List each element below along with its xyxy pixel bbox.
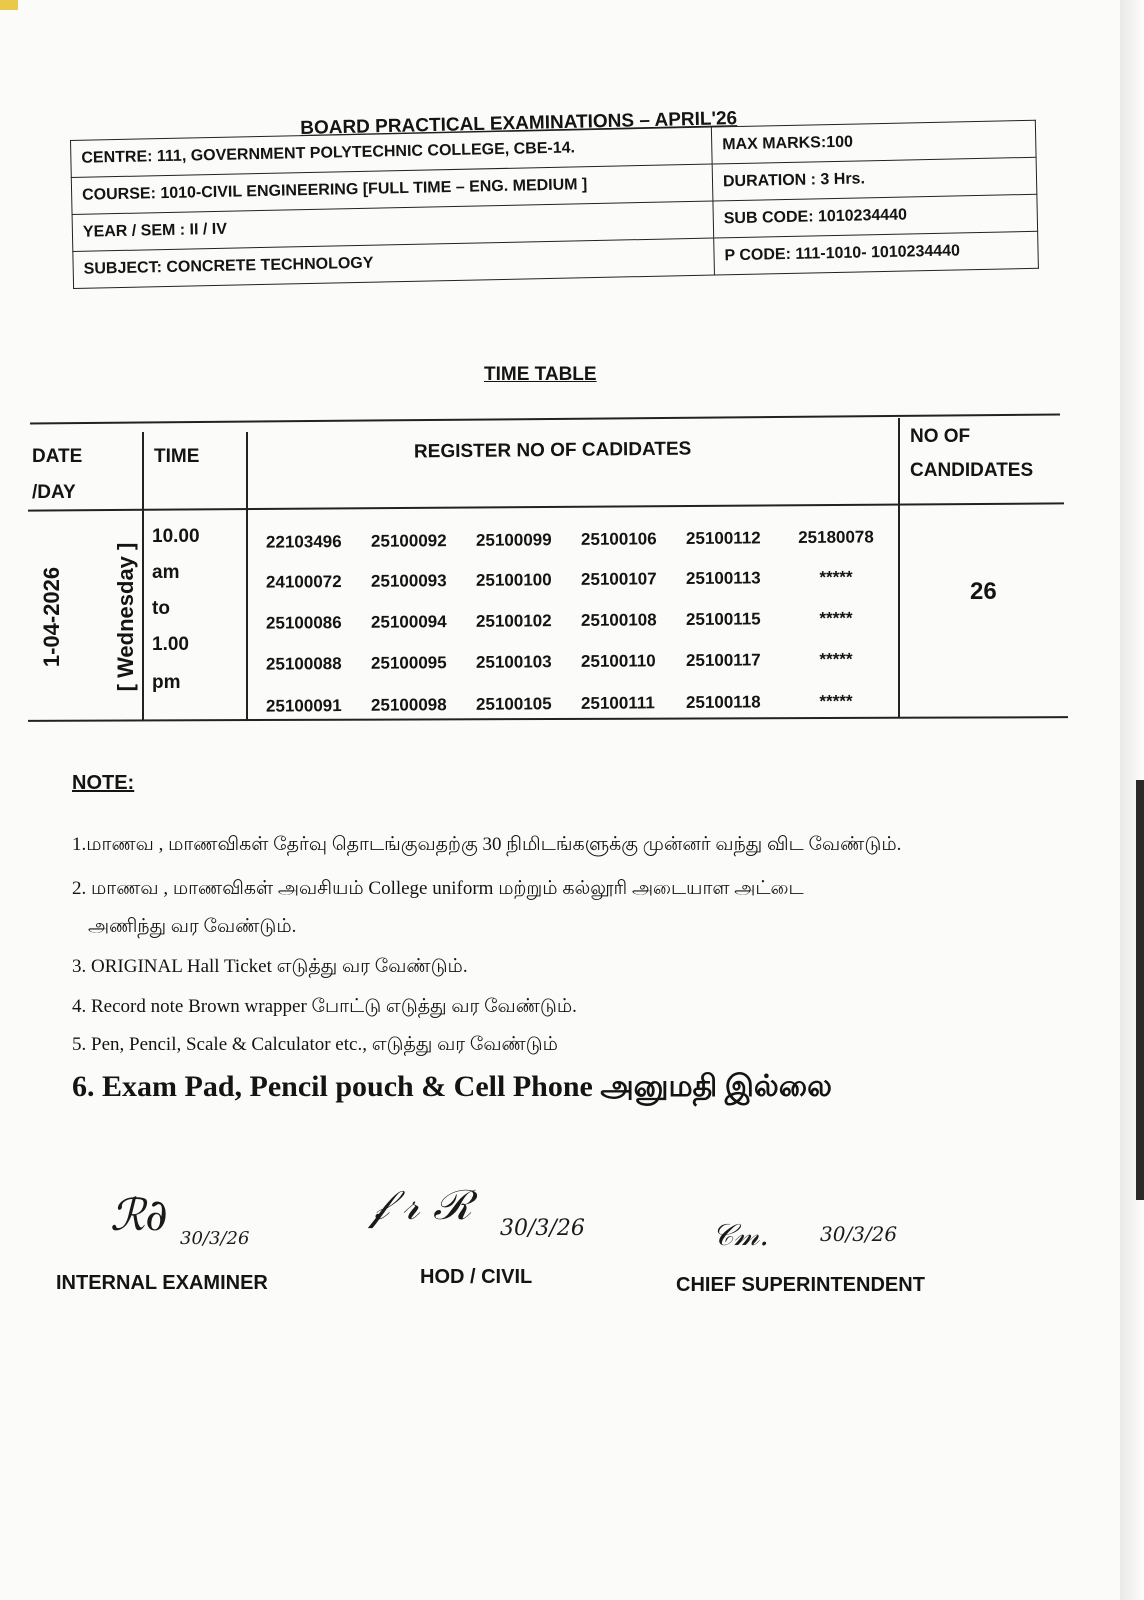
register-no: 24100072 xyxy=(265,572,342,592)
register-no: 25100118 xyxy=(685,692,761,713)
header-day: /DAY xyxy=(32,482,76,503)
note-heading: NOTE: xyxy=(72,772,135,794)
time-line: pm xyxy=(152,672,181,693)
note-item: 4. Record note Brown wrapper போட்டு எடுத்து வர வேண்டும். xyxy=(72,996,577,1017)
register-no: 25100105 xyxy=(475,694,552,714)
register-no: 25100086 xyxy=(265,613,342,633)
register-no: 25100094 xyxy=(370,612,447,632)
hod-sign-date: 30/3/26 xyxy=(500,1216,585,1241)
register-no: 25100095 xyxy=(370,653,447,673)
year-sem-cell: YEAR / SEM : II / IV xyxy=(72,201,714,251)
register-no: 25100102 xyxy=(475,611,552,631)
table-col-divider xyxy=(898,418,900,718)
register-placeholder: ***** xyxy=(819,691,853,711)
exam-info-table xyxy=(70,120,1039,289)
candidate-count: 26 xyxy=(970,578,997,605)
timetable-title: TIME TABLE xyxy=(484,364,597,385)
register-no: 25100108 xyxy=(580,610,657,630)
register-no: 25100099 xyxy=(475,530,552,550)
register-no: 25100106 xyxy=(580,529,657,549)
register-placeholder: ***** xyxy=(819,567,853,587)
register-no: 25100107 xyxy=(580,569,657,589)
note-item: 1.மாணவ , மாணவிகள் தேர்வு தொடங்குவதற்கு 30 நிமிடங்களுக்கு முன்னர் வந்து விட வேண்டும். xyxy=(72,834,902,855)
register-no: 25100091 xyxy=(265,696,342,716)
chief-superintendent-label: CHIEF SUPERINTENDENT xyxy=(676,1274,925,1296)
register-no: 25100112 xyxy=(685,528,761,549)
chief-signature: 𝒞𝓂. xyxy=(712,1218,769,1253)
note-item: 3. ORIGINAL Hall Ticket எடுத்து வர வேண்டும். xyxy=(72,956,468,977)
register-no: 22103496 xyxy=(265,532,342,552)
register-no: 25100110 xyxy=(580,651,656,671)
header-candidates: CANDIDATES xyxy=(910,460,1034,481)
hod-signature: 𝒻 𝓇 ℛ xyxy=(370,1180,473,1229)
register-no: 25100115 xyxy=(685,609,761,630)
time-line: to xyxy=(152,598,170,619)
max-marks-cell: MAX MARKS:100 xyxy=(711,120,1036,164)
note-item-emphasis: 6. Exam Pad, Pencil pouch & Cell Phone அனுமதி இல்லை xyxy=(72,1070,833,1103)
note-item: 2. மாணவ , மாணவிகள் அவசியம் College uniform மற்றும் கல்லூரி அடையாள அட்டை xyxy=(72,878,804,899)
register-no: 25100098 xyxy=(370,695,447,715)
table-col-divider xyxy=(246,432,248,720)
time-line: am xyxy=(152,562,180,583)
duration-cell: DURATION : 3 Hrs. xyxy=(712,157,1037,201)
register-no: 25100093 xyxy=(370,571,447,591)
register-no: 25100092 xyxy=(370,531,447,551)
background-edge xyxy=(1136,780,1144,1200)
register-no: 25100113 xyxy=(685,568,761,589)
time-line: 1.00 xyxy=(152,634,189,655)
subject-cell: SUBJECT: CONCRETE TECHNOLOGY xyxy=(73,238,715,288)
p-code-cell: P CODE: 111-1010- 1010234440 xyxy=(714,231,1039,275)
exam-day: [ Wednesday ] xyxy=(113,542,138,692)
register-no: 25100103 xyxy=(475,652,552,672)
register-no: 25100111 xyxy=(580,693,655,713)
course-cell: COURSE: 1010-CIVIL ENGINEERING [FULL TIME – ENG. MEDIUM ] xyxy=(71,164,713,214)
register-placeholder: ***** xyxy=(819,649,853,669)
note-item-continuation: அணிந்து வர வேண்டும். xyxy=(88,916,297,937)
register-no: 25100088 xyxy=(265,654,342,674)
centre-cell: CENTRE: 111, GOVERNMENT POLYTECHNIC COLLEGE, CBE-14. xyxy=(71,127,713,177)
chief-sign-date: 30/3/26 xyxy=(820,1222,898,1246)
internal-examiner-label: INTERNAL EXAMINER xyxy=(56,1272,268,1294)
header-register-no: REGISTER NO OF CADIDATES xyxy=(413,438,692,463)
sub-code-cell: SUB CODE: 1010234440 xyxy=(713,194,1038,238)
time-line: 10.00 xyxy=(152,526,200,547)
register-no: 25100100 xyxy=(475,570,552,590)
register-no: 25180078 xyxy=(798,527,874,548)
header-no-of: NO OF xyxy=(910,426,971,447)
header-date: DATE xyxy=(32,446,83,467)
note-item: 5. Pen, Pencil, Scale & Calculator etc., எடுத்து வர வேண்டும் xyxy=(72,1034,558,1055)
document-title: BOARD PRACTICAL EXAMINATIONS – APRIL'26 xyxy=(300,108,738,139)
internal-sign-date: 30/3/26 xyxy=(180,1228,250,1249)
header-time: TIME xyxy=(154,446,200,467)
register-placeholder: ***** xyxy=(819,608,853,628)
internal-signature: ℛ∂ xyxy=(110,1190,168,1241)
table-col-divider xyxy=(142,432,144,720)
hod-label: HOD / CIVIL xyxy=(420,1266,533,1288)
register-no: 25100117 xyxy=(685,650,761,671)
exam-date: 1-04-2026 xyxy=(39,566,64,668)
corner-mark xyxy=(0,0,18,10)
